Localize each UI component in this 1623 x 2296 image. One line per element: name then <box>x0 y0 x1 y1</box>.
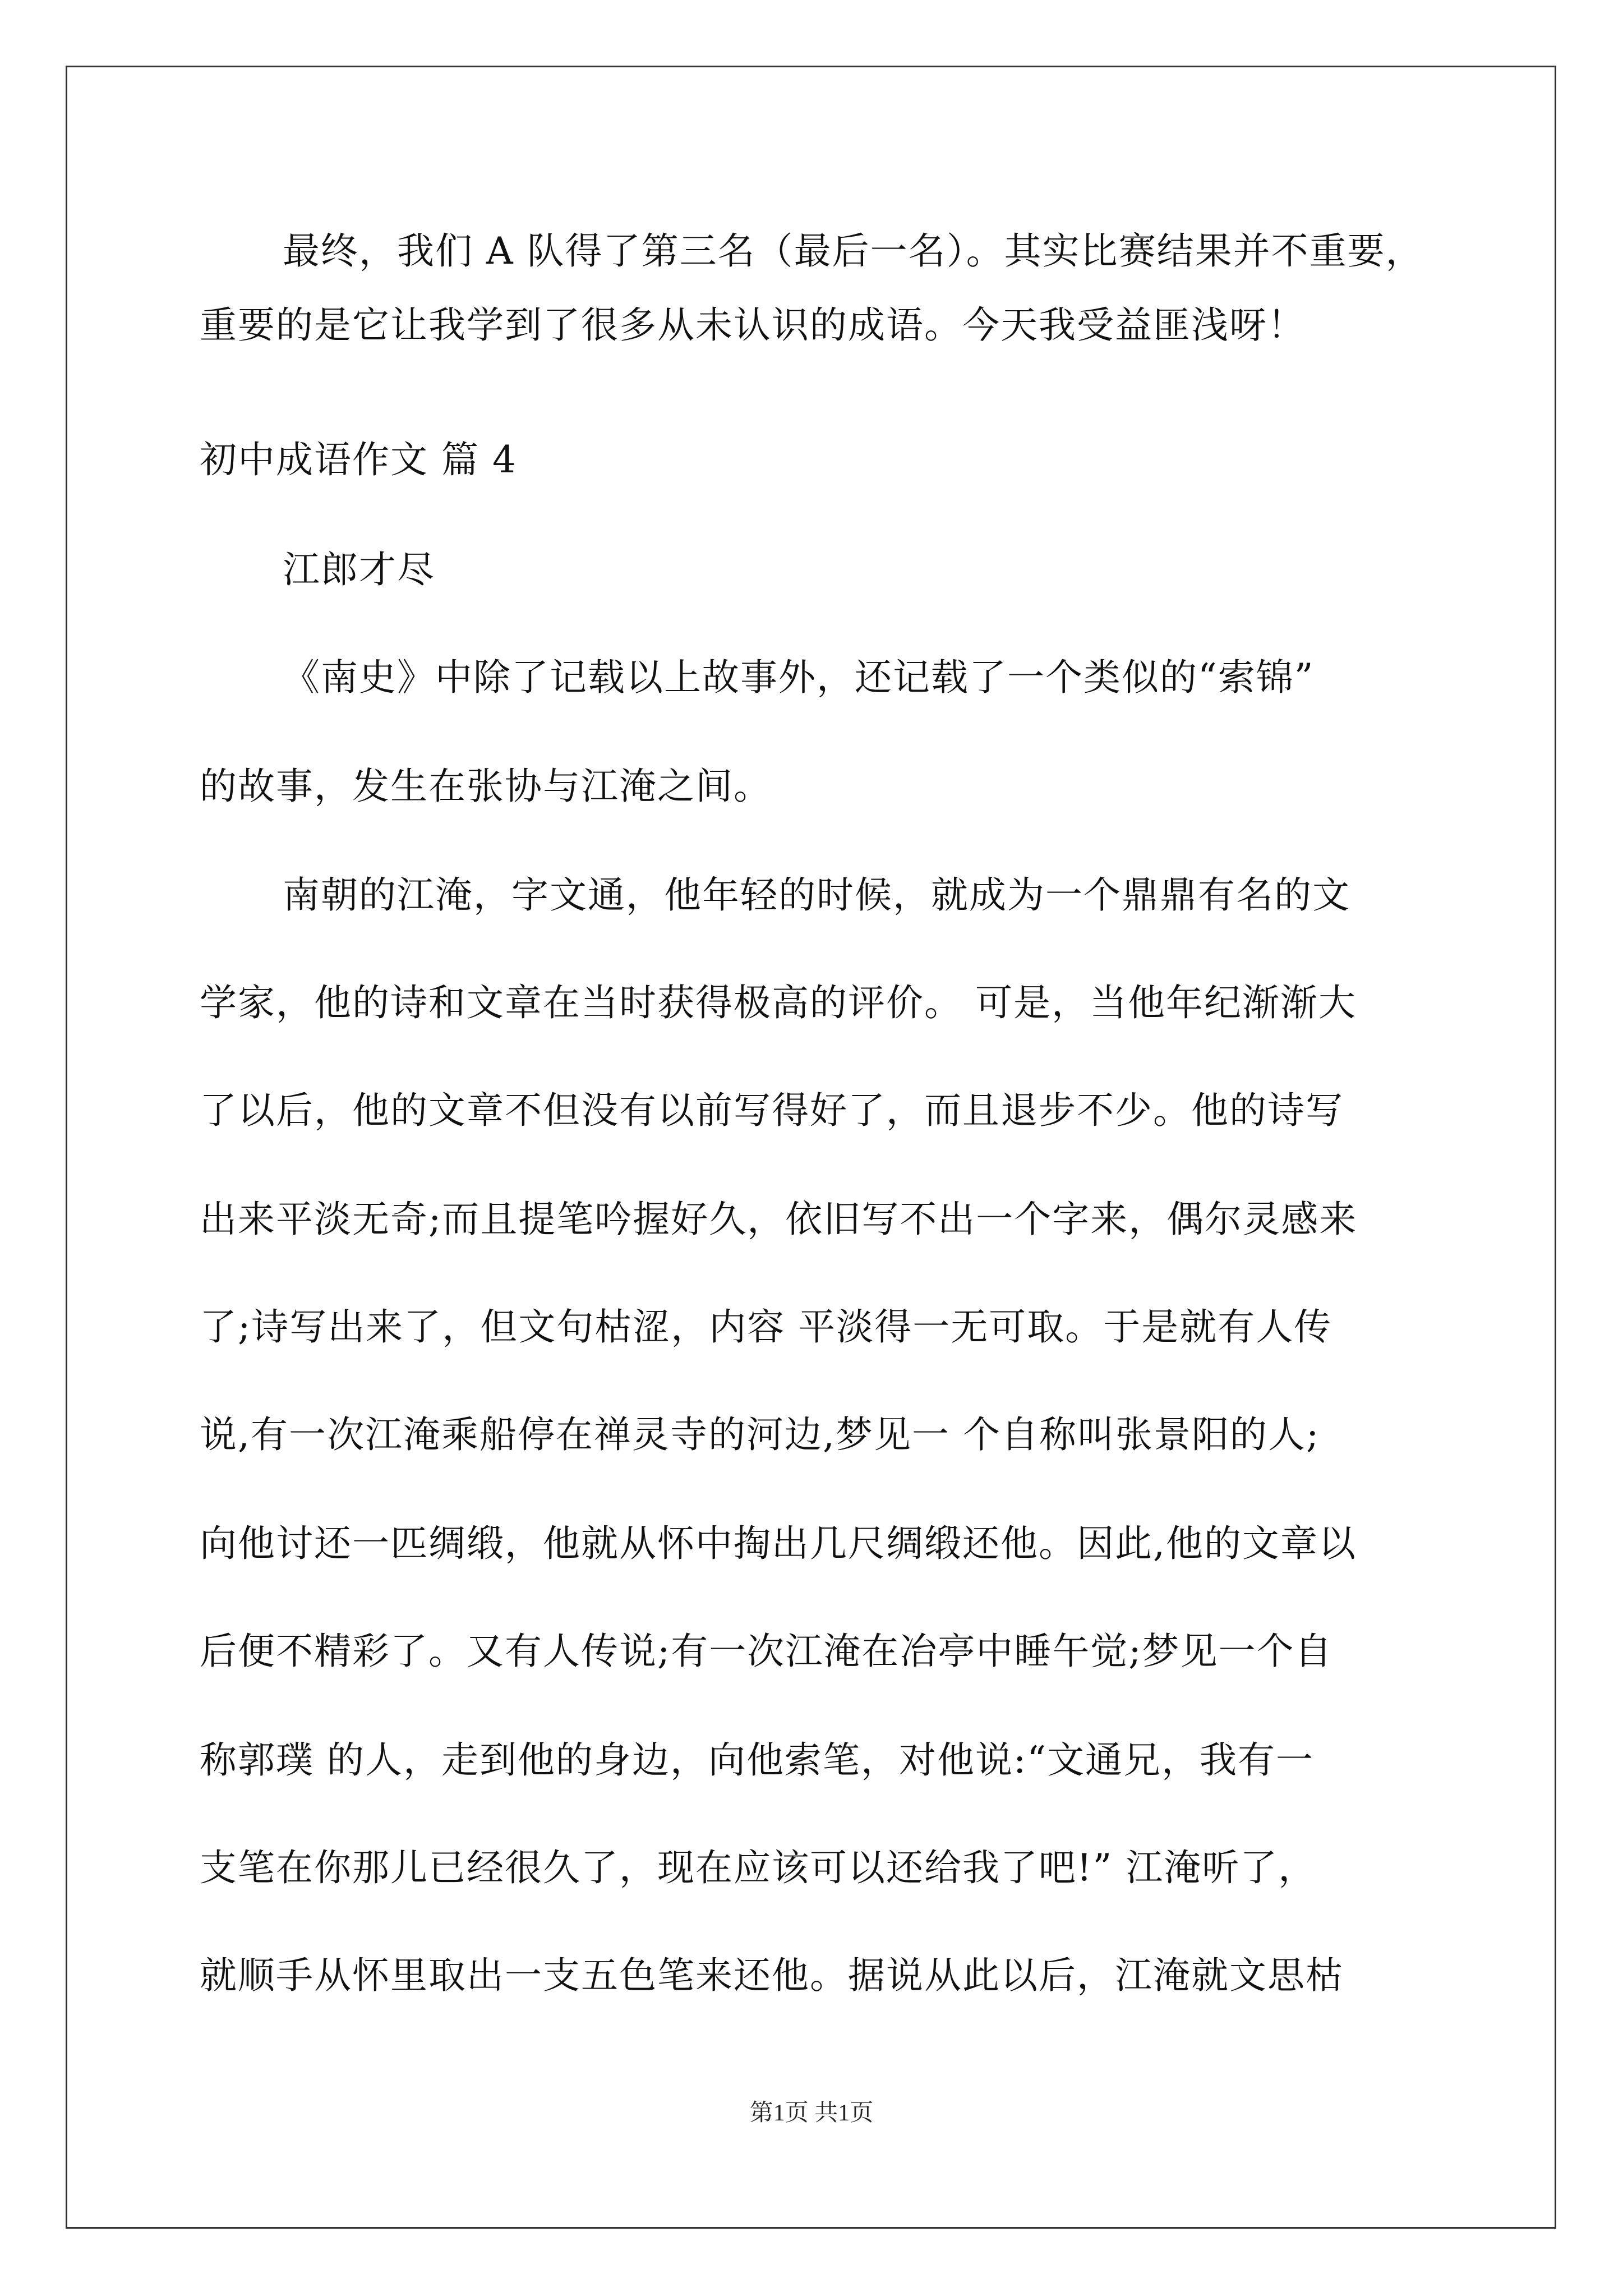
paragraph-line: 说,有一次江淹乘船停在禅灵寺的河边,梦见一 个自称叫张景阳的人; <box>200 1413 1320 1456</box>
page-footer: 第1页 共1页 <box>749 2100 874 2126</box>
paragraph-line: 南朝的江淹，字文通，他年轻的时候，就成为一个鼎鼎有名的文 <box>283 873 1350 917</box>
paragraph-line: 学家，他的诗和文章在当时获得极高的评价。 可是，当他年纪渐渐大 <box>200 981 1357 1024</box>
section-heading: 初中成语作文 篇 4 <box>200 438 517 481</box>
paragraph-line: 了;诗写出来了，但文句枯涩，内容 平淡得一无可取。于是就有人传 <box>200 1305 1332 1349</box>
paragraph-line: 向他讨还一匹绸缎，他就从怀中掏出几尺绸缎还他。因此,他的文章以 <box>200 1522 1357 1565</box>
page-border <box>66 66 1556 2229</box>
paragraph-line: 重要的是它让我学到了很多从未认识的成语。今天我受益匪浅呀！ <box>200 303 1306 347</box>
paragraph-line: 出来平淡无奇;而且提笔吟握好久，依旧写不出一个字来，偶尔灵感来 <box>200 1198 1358 1241</box>
paragraph-line: 最终，我们 A 队得了第三名（最后一名）。其实比赛结果并不重要， <box>283 229 1424 273</box>
paragraph-line: 支笔在你那儿已经很久了，现在应该可以还给我了吧!” 江淹听了， <box>200 1846 1317 1889</box>
paragraph-line: 的故事，发生在张协与江淹之间。 <box>200 765 772 808</box>
paragraph-line: 了以后，他的文章不但没有以前写得好了，而且退步不少。他的诗写 <box>200 1089 1344 1132</box>
paragraph-line: 就顺手从怀里取出一支五色笔来还他。据说从此以后，江淹就文思枯 <box>200 1954 1344 1997</box>
paragraph-line: 后便不精彩了。又有人传说;有一次江淹在冶亭中睡午觉;梦见一个自 <box>200 1630 1333 1673</box>
essay-title: 江郎才尽 <box>283 548 435 591</box>
paragraph-line: 称郭璞 的人，走到他的身边，向他索笔，对他说:“文通兄，我有一 <box>200 1738 1314 1782</box>
paragraph-line: 《南史》中除了记载以上故事外，还记载了一个类似的“索锦” <box>283 656 1315 699</box>
